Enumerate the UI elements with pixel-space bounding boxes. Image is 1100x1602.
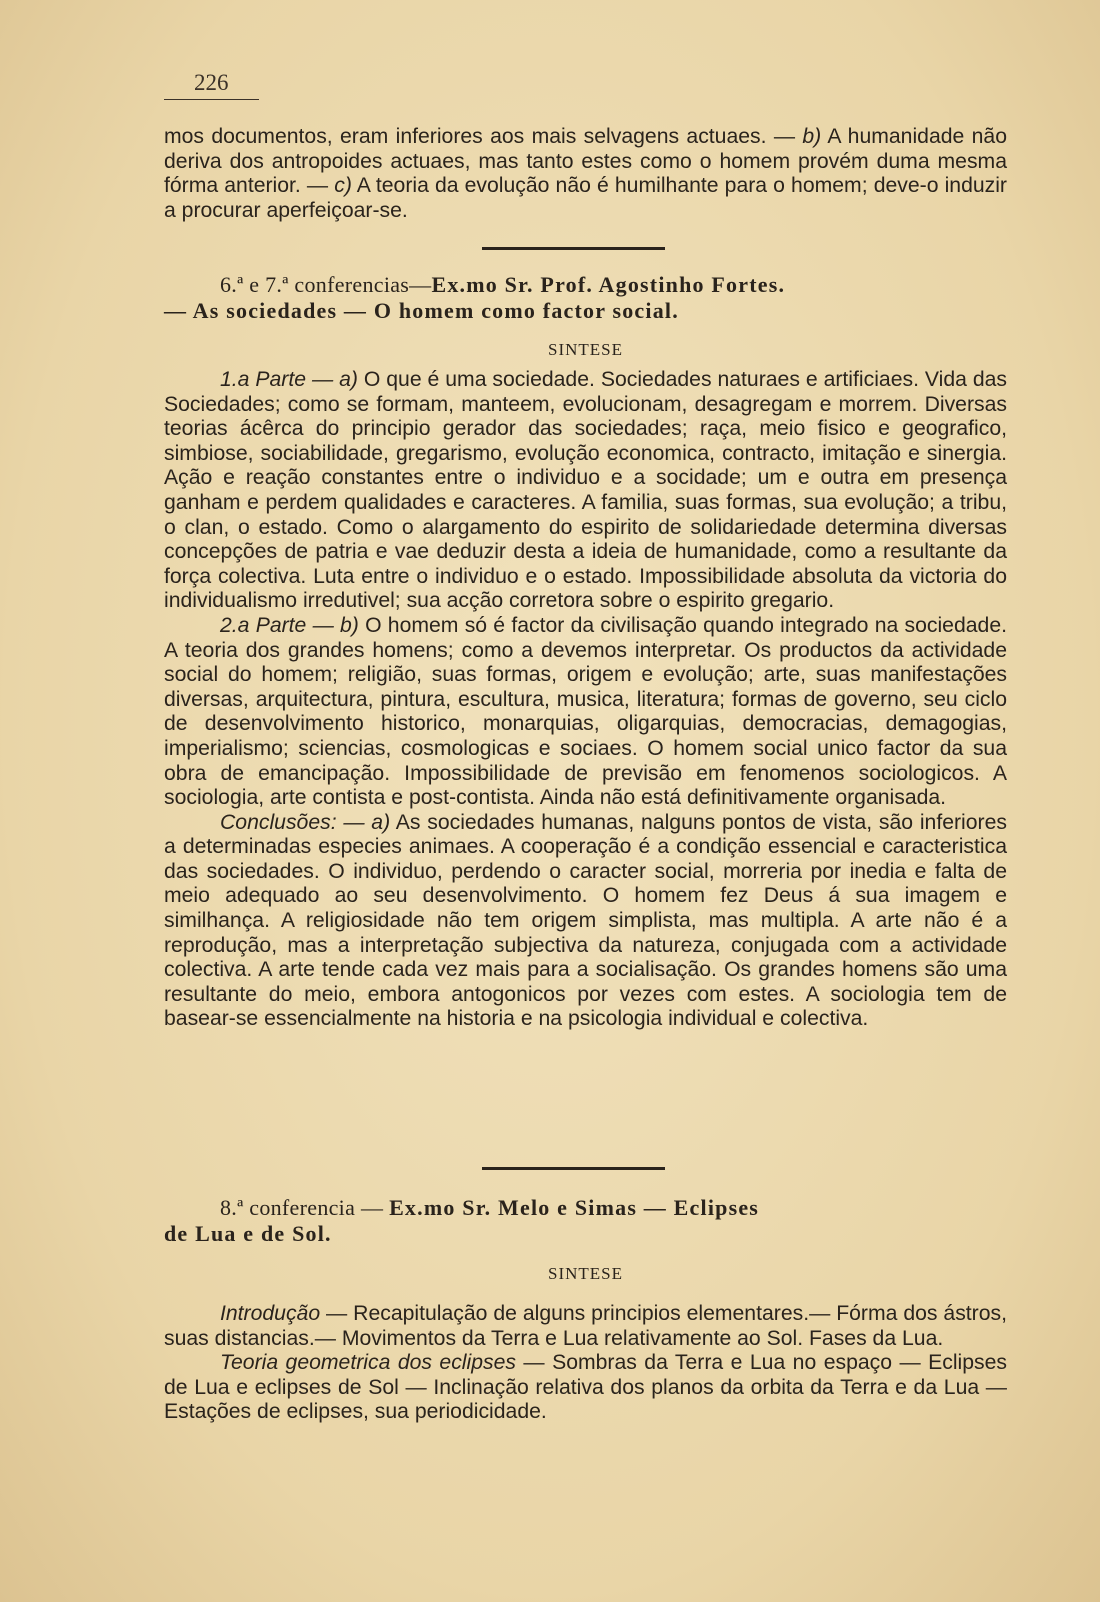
- conclusions-paragraph: [164, 811, 1007, 1032]
- conclusions-text: As sociedades humanas, nalguns pontos de vista, são inferiores a determinadas especies animaes. A cooperação é a condição essencial e caracteristica das sociedades. O individuo, perdendo o caracter social, morreria por inedia e falta de meio adequado ao seu desenvolvimento. O homem fez Deus á sua imagem e similhança. A religiosidade não tem origem simplista, mas multipla. A arte não é a reprodução, mas a interpretação subjectiva da natureza, conjugada com a actividade colectiva. A arte tende cada vez mais para a socialisação. Os grandes homens são uma resultante do meio, embora antogonicos por vezes com estes. A sociologia tem de basear-se essencialmente na historia e na psicologia individual e colectiva.: [164, 810, 1007, 1031]
- section-divider-2: [482, 1167, 665, 1170]
- intro-text-a: mos documentos, eram inferiores aos mais selvagens actuaes. —: [164, 125, 803, 148]
- conclusions-label: Conclusões: — a): [220, 810, 391, 834]
- section-2-body: [164, 1302, 1007, 1425]
- section-2-lecturer: Ex.mo Sr. Melo e Simas — Eclipses: [389, 1195, 760, 1220]
- teoria-label: Teoria geometrica dos eclipses: [220, 1351, 516, 1375]
- intro-paragraph: [164, 125, 1007, 223]
- teoria-text: — Sombras da Terra e Lua no espaço — Eclipses de Lua e eclipses de Sol — Inclinação relativa dos planos da orbita da Terra e da Lua — Estações de eclipses, sua periodicidade.: [164, 1351, 1007, 1424]
- introducao-text: — Recapitulação de alguns principios elementares.— Fórma dos ástros, suas distancias.— Movimentos da Terra e Lua relativamente ao Sol. Fases da Lua.: [164, 1302, 1007, 1350]
- section-2-heading-prefix: 8.ª conferencia —: [220, 1195, 390, 1220]
- introducao-paragraph: [164, 1302, 1007, 1351]
- part-1-label: 1.a Parte — a): [220, 368, 358, 391]
- part-1-text: O que é uma sociedade. Sociedades naturaes e artificiaes. Vida das Sociedades; como se formam, manteem, evolucionam, desagregam e morrem. Diversas teorias ácêrca do principio gerador das sociedades; raça, meio fisico e geografico, simbiose, sociabilidade, gregarismo, evolução economica, contracto, imitação e sinergia. Ação e reação constantes entre o individuo e a socidade; um e outra em presença ganham e perdem qualidades e caracteres. A familia, suas formas, sua evolução; a tribu, o clan, o estado. Como o alargamento do espirito de solidariedade determina diversas concepções de patria e vae deduzir desta a ideia de humanidade, como a resultante da força colectiva. Luta entre o individuo e o estado. Impossibilidade absoluta da victoria do individualismo irredutivel; sua acção corretora sobre o espirito gregario.: [164, 368, 1008, 613]
- item-b-label: b): [802, 125, 822, 148]
- section-divider-1: [482, 247, 665, 250]
- section-1-heading-prefix: 6.ª e 7.ª conferencias—: [220, 272, 432, 297]
- section-2-topic: de Lua e de Sol.: [164, 1221, 332, 1246]
- section-1-sintese-label: SINTESE: [548, 340, 623, 359]
- introducao-label: Introdução: [220, 1302, 321, 1325]
- section-1-topic: — As sociedades — O homem como factor social.: [164, 298, 679, 323]
- item-c-label: c): [334, 174, 352, 198]
- page-number-rule: [164, 99, 259, 100]
- page-number: 226: [194, 70, 229, 95]
- intro-text: [164, 125, 1007, 223]
- teoria-paragraph: [164, 1351, 1007, 1425]
- part-1-paragraph: [164, 368, 1007, 614]
- section-2-heading: [164, 1195, 1007, 1247]
- intro-text-b: A humanidade não deriva dos antropoides actuaes, mas tanto estes como o homem provém duma mesma fórma anterior. —: [164, 125, 1007, 198]
- section-2-heading-line-1: [164, 1195, 1007, 1221]
- section-1-lecturer: Ex.mo Sr. Prof. Agostinho Fortes.: [431, 272, 786, 297]
- section-1-heading: [164, 272, 1007, 324]
- part-2-text: O homem só é factor da civilisação quando integrado na sociedade. A teoria dos grandes homens; como a devemos interpretar. Os productos da actividade social do homem; religião, suas formas, origem e evolução; arte, suas manifestações diversas, arquitectura, pintura, escultura, musica, literatura; formas de governo, seu ciclo de desenvolvimento historico, monarquias, oligarquias, democracias, demagogias, imperialismo; sciencias, cosmologicas e sociaes. O homem social unico factor da sua obra de emancipação. Impossibilidade de previsão em fenomenos sociologicos. A sociologia, arte contista e post-contista. Ainda não está definitivamente organisada.: [164, 613, 1007, 810]
- part-2-label: 2.a Parte — b): [220, 613, 359, 637]
- section-1-body: [164, 368, 1007, 1032]
- part-2-paragraph: [164, 614, 1007, 811]
- section-1-heading-line-1: [164, 272, 1007, 298]
- intro-text-c: A teoria da evolução não é humilhante para o homem; deve-o induzir a procurar aperfeiçoar-se.: [164, 174, 1007, 222]
- section-2-sintese-label: SINTESE: [548, 1264, 623, 1283]
